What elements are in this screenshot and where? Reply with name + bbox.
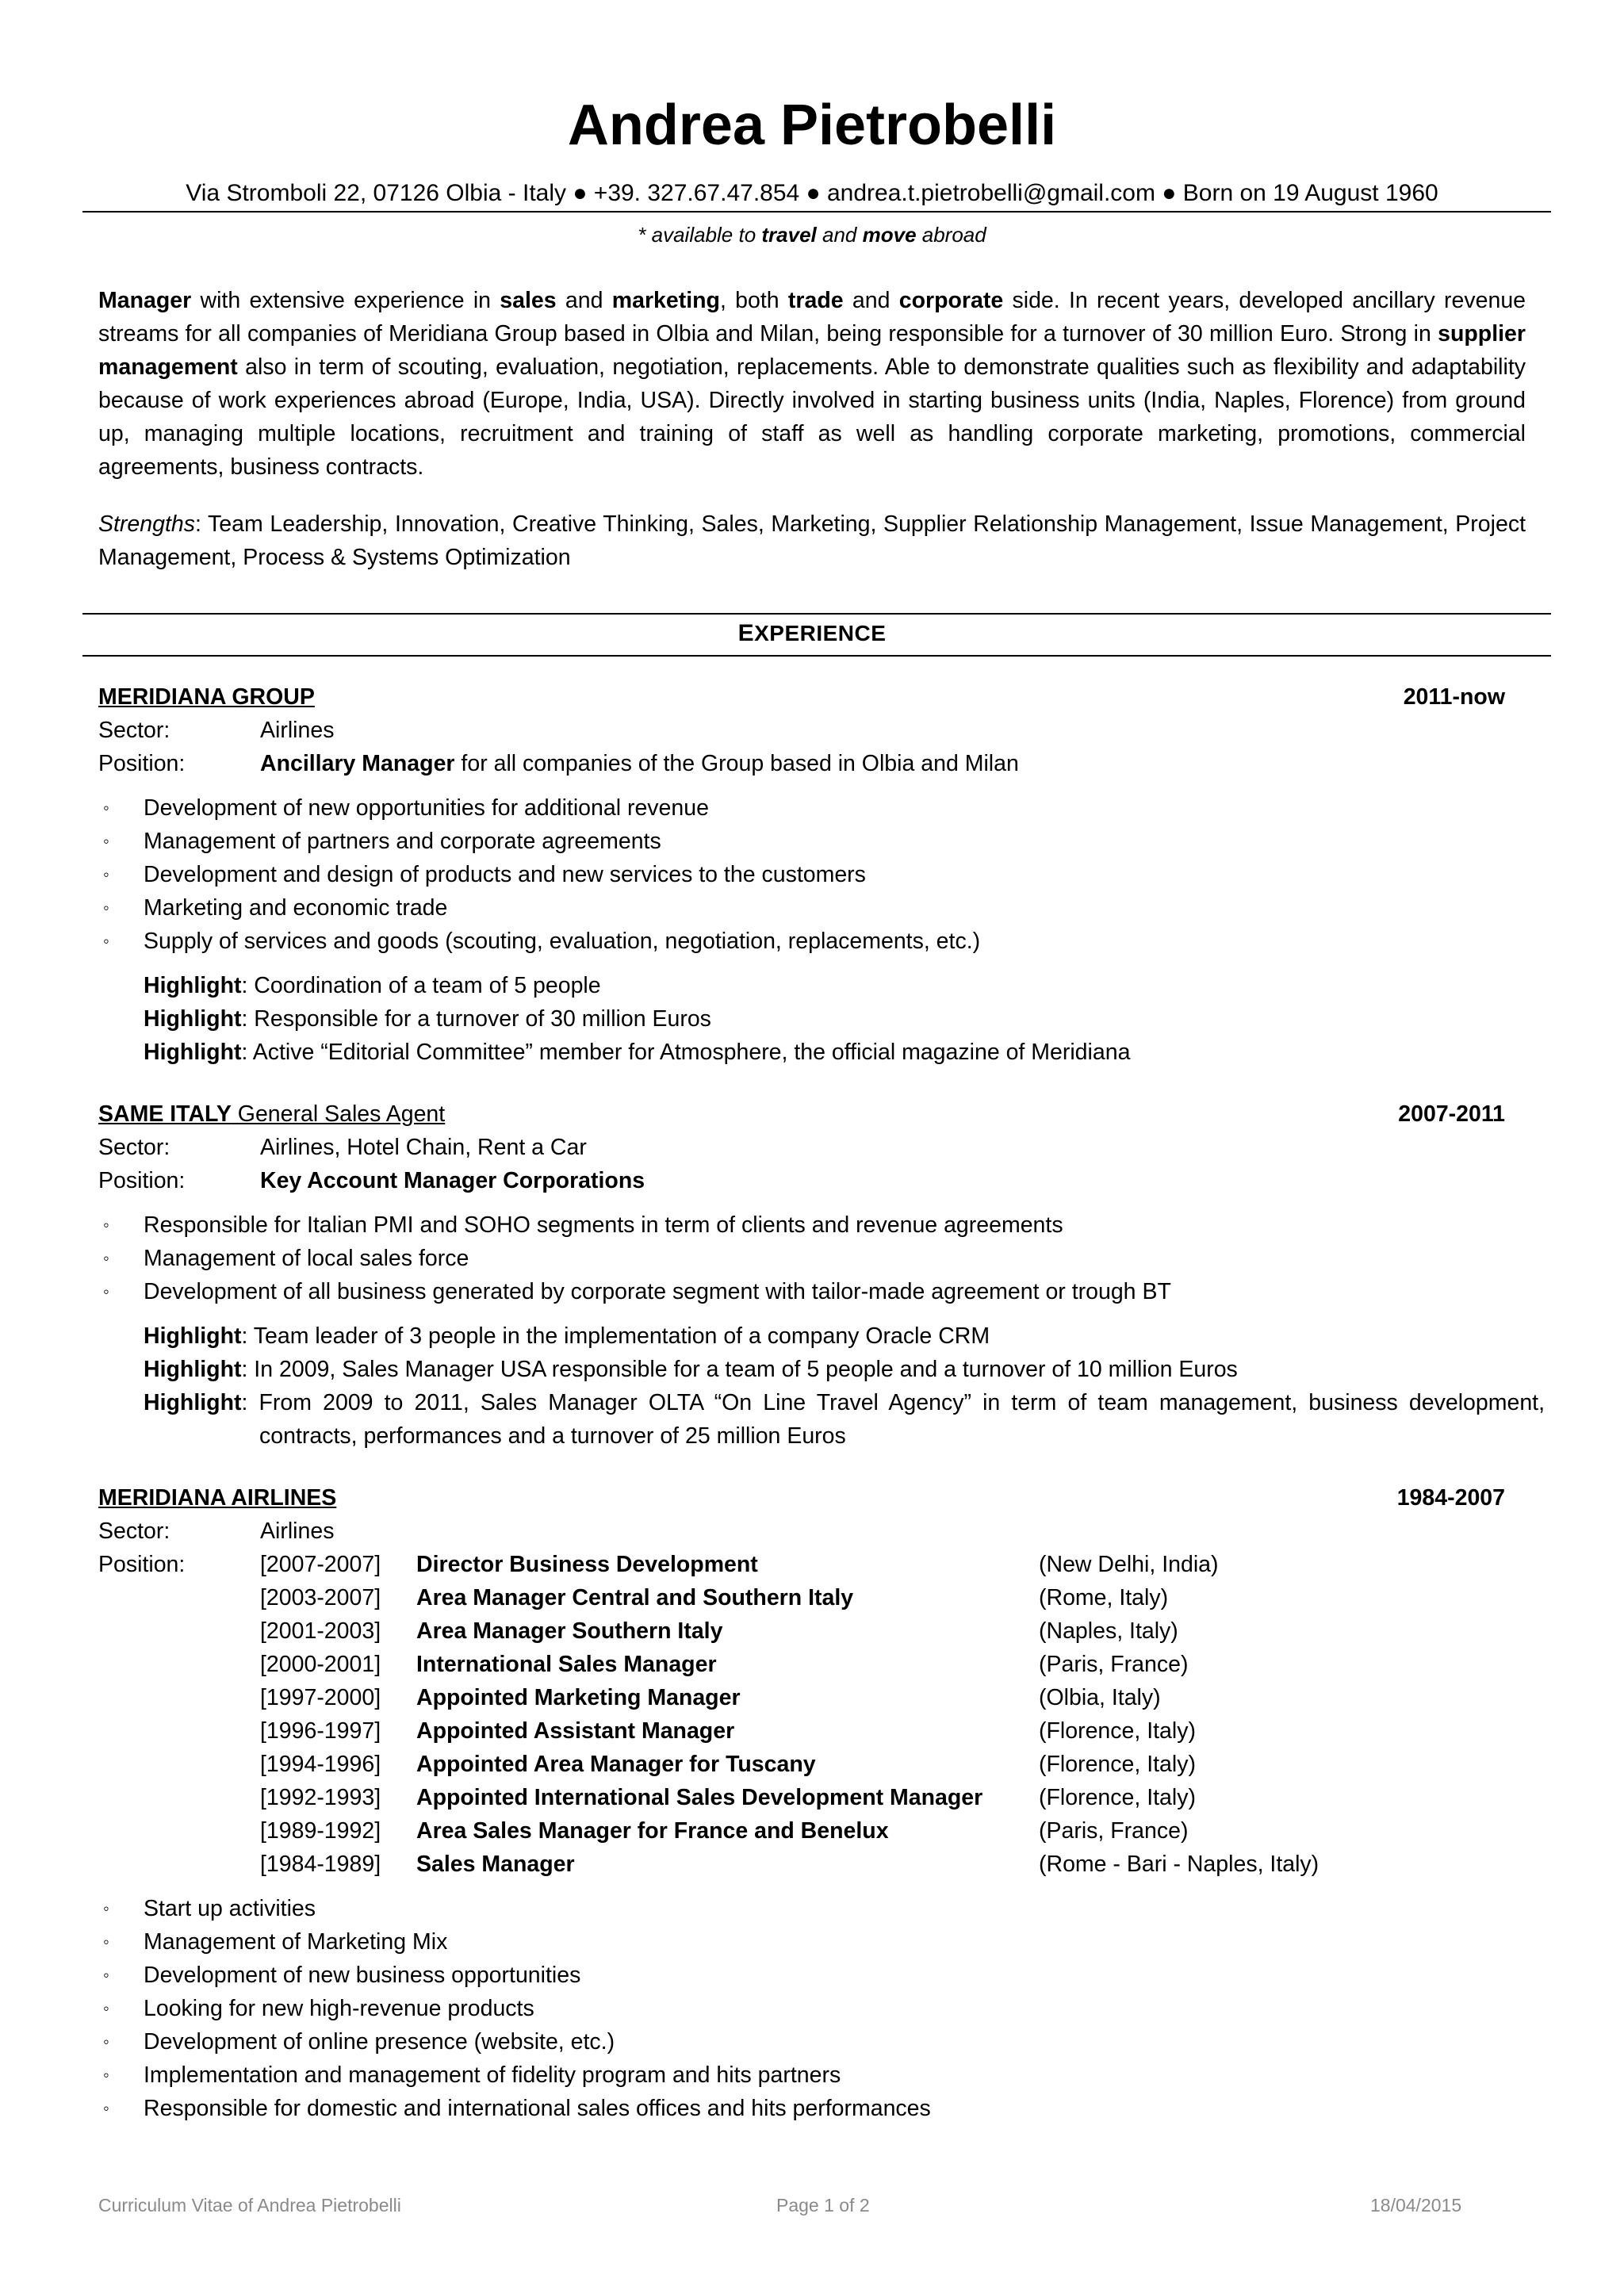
highlight-item: Highlight: In 2009, Sales Manager USA responsible for a team of 5 people and a turnover of 10 million Euros (144, 1357, 1238, 1382)
strengths-paragraph: Strengths: Team Leadership, Innovation, Creative Thinking, Sales, Marketing, Supplier Relationship Management, Issue Management, Project Management, Process & Systems Optimization (98, 511, 1526, 570)
candidate-name: Andrea Pietrobelli (567, 94, 1057, 157)
position-row: Position: Key Account Manager Corporations (98, 1168, 645, 1193)
list-item: ◦ Management of local sales force (103, 1246, 469, 1271)
job-years: 2007-2011 (1398, 1101, 1505, 1127)
position-history-row: [2001-2003] Area Manager Southern Italy (Naples, Italy) (260, 1618, 1178, 1644)
position-history-row: [1984-1989] Sales Manager (Rome - Bari - Naples, Italy) (260, 1852, 1320, 1877)
job-meridiana-airlines (98, 1481, 1545, 2125)
position-history-row: [1996-1997] Appointed Assistant Manager (Florence, Italy) (260, 1718, 1196, 1744)
company-name: MERIDIANA AIRLINES (98, 1485, 337, 1511)
professional-summary: Manager with extensive experience in sales and marketing, both trade and corporate side. In recent years, developed ancillary revenue streams for all companies of Meridiana Group based in Olbia and Milan, being responsible for a turnover of 30 million Euro. Strong in supplier management also in term of scouting, evaluation, negotiation, replacements. Able to demonstrate qualities such as flexibility and adaptability because of work experiences abroad (Europe, India, USA). Directly involved in starting business units (India, Naples, Florence) from ground up, managing multiple locations, recruitment and training of staff as well as handling corporate marketing, promotions, commercial agreements, business contracts. (98, 288, 1526, 480)
list-item: ◦ Management of Marketing Mix (103, 1929, 448, 1955)
list-item: ◦ Management of partners and corporate agreements (103, 829, 661, 854)
highlights (98, 969, 1545, 1069)
highlight-item: Highlight: Active “Editorial Committee” member for Atmosphere, the official magazine of Meridiana (144, 1040, 1131, 1065)
job-meridiana-group (98, 680, 1545, 1069)
position-history-row: [1997-2000] Appointed Marketing Manager (Olbia, Italy) (260, 1685, 1161, 1710)
company-role: General Sales Agent (231, 1101, 446, 1127)
position-history-row: Position: [2007-2007] Director Business Development (New Delhi, India) (98, 1552, 1219, 1577)
section-title-experience: EXPERIENCE (737, 620, 887, 646)
sector-row: Sector: Airlines, Hotel Chain, Rent a Car (98, 1135, 587, 1160)
position-history-row: [1989-1992] Area Sales Manager for France and Benelux (Paris, France) (260, 1818, 1189, 1844)
highlights (98, 1319, 1545, 1453)
highlight-item: Highlight: Coordination of a team of 5 people (144, 973, 601, 998)
list-item: ◦ Development of online presence (website, etc.) (103, 2029, 615, 2055)
positions-table (98, 1548, 1545, 1881)
highlight-item: Highlight: Team leader of 3 people in the implementation of a company Oracle CRM (144, 1323, 990, 1349)
position-row: Position: Ancillary Manager for all companies of the Group based in Olbia and Milan (98, 751, 1019, 776)
job-header (98, 680, 1545, 714)
availability-tagline: * available to travel and move abroad (638, 223, 986, 247)
list-item: ◦ Responsible for domestic and international sales offices and hits performances (103, 2096, 931, 2121)
list-item: ◦ Looking for new high-revenue products (103, 1996, 534, 2021)
highlight-item: Highlight: Responsible for a turnover of 30 million Euros (144, 1006, 711, 1032)
job-header (98, 1097, 1545, 1131)
list-item: ◦ Implementation and management of fidelity program and hits partners (103, 2062, 841, 2088)
company-name: MERIDIANA GROUP (98, 684, 315, 710)
responsibility-list (98, 791, 1545, 958)
sector-row: Sector: Airlines (98, 1518, 335, 1544)
position-history-row: [2000-2001] International Sales Manager (Paris, France) (260, 1652, 1189, 1677)
strengths-label: Strengths (98, 511, 195, 537)
list-item: ◦ Start up activities (103, 1896, 316, 1921)
contact-line: Via Stromboli 22, 07126 Olbia - Italy ● +39. 327.67.47.854 ● andrea.t.pietrobelli@gmail.com ● Born on 19 August 1960 (186, 180, 1438, 206)
company-name: SAME ITALY (98, 1101, 232, 1127)
list-item: ◦ Responsible for Italian PMI and SOHO segments in term of clients and revenue agreements (103, 1212, 1063, 1238)
section-divider-bottom (82, 655, 1551, 657)
job-same-italy (98, 1097, 1545, 1453)
sector-row: Sector: Airlines (98, 718, 335, 743)
job-years: 2011-now (1403, 684, 1505, 710)
footer-date: 18/04/2015 (1370, 2195, 1462, 2215)
list-item: ◦ Development of new opportunities for additional revenue (103, 795, 709, 821)
highlight-item: Highlight: From 2009 to 2011, Sales Manager OLTA “On Line Travel Agency” in term of team management, business development, contracts, performances and a turnover of 25 million Euros (144, 1390, 1545, 1449)
job-years: 1984-2007 (1396, 1485, 1505, 1511)
section-divider-top (82, 613, 1551, 615)
responsibility-list (98, 1208, 1545, 1308)
responsibility-list (98, 1892, 1545, 2125)
list-item: ◦ Supply of services and goods (scouting, evaluation, negotiation, replacements, etc.) (103, 929, 981, 954)
header-divider (82, 211, 1551, 213)
position-history-row: [2003-2007] Area Manager Central and Southern Italy (Rome, Italy) (260, 1585, 1169, 1610)
footer-document-title: Curriculum Vitae of Andrea Pietrobelli (98, 2195, 401, 2215)
footer-page-number: Page 1 of 2 (776, 2195, 870, 2215)
list-item: ◦ Development of new business opportunities (103, 1963, 581, 1988)
list-item: ◦ Development and design of products and new services to the customers (103, 862, 866, 887)
job-header (98, 1481, 1545, 1515)
position-history-row: [1992-1993] Appointed International Sales Development Manager (Florence, Italy) (260, 1785, 1196, 1810)
position-history-row: [1994-1996] Appointed Area Manager for Tuscany (Florence, Italy) (260, 1752, 1196, 1777)
list-item: ◦ Development of all business generated by corporate segment with tailor-made agreement or trough BT (103, 1279, 1171, 1304)
list-item: ◦ Marketing and economic trade (103, 895, 448, 921)
